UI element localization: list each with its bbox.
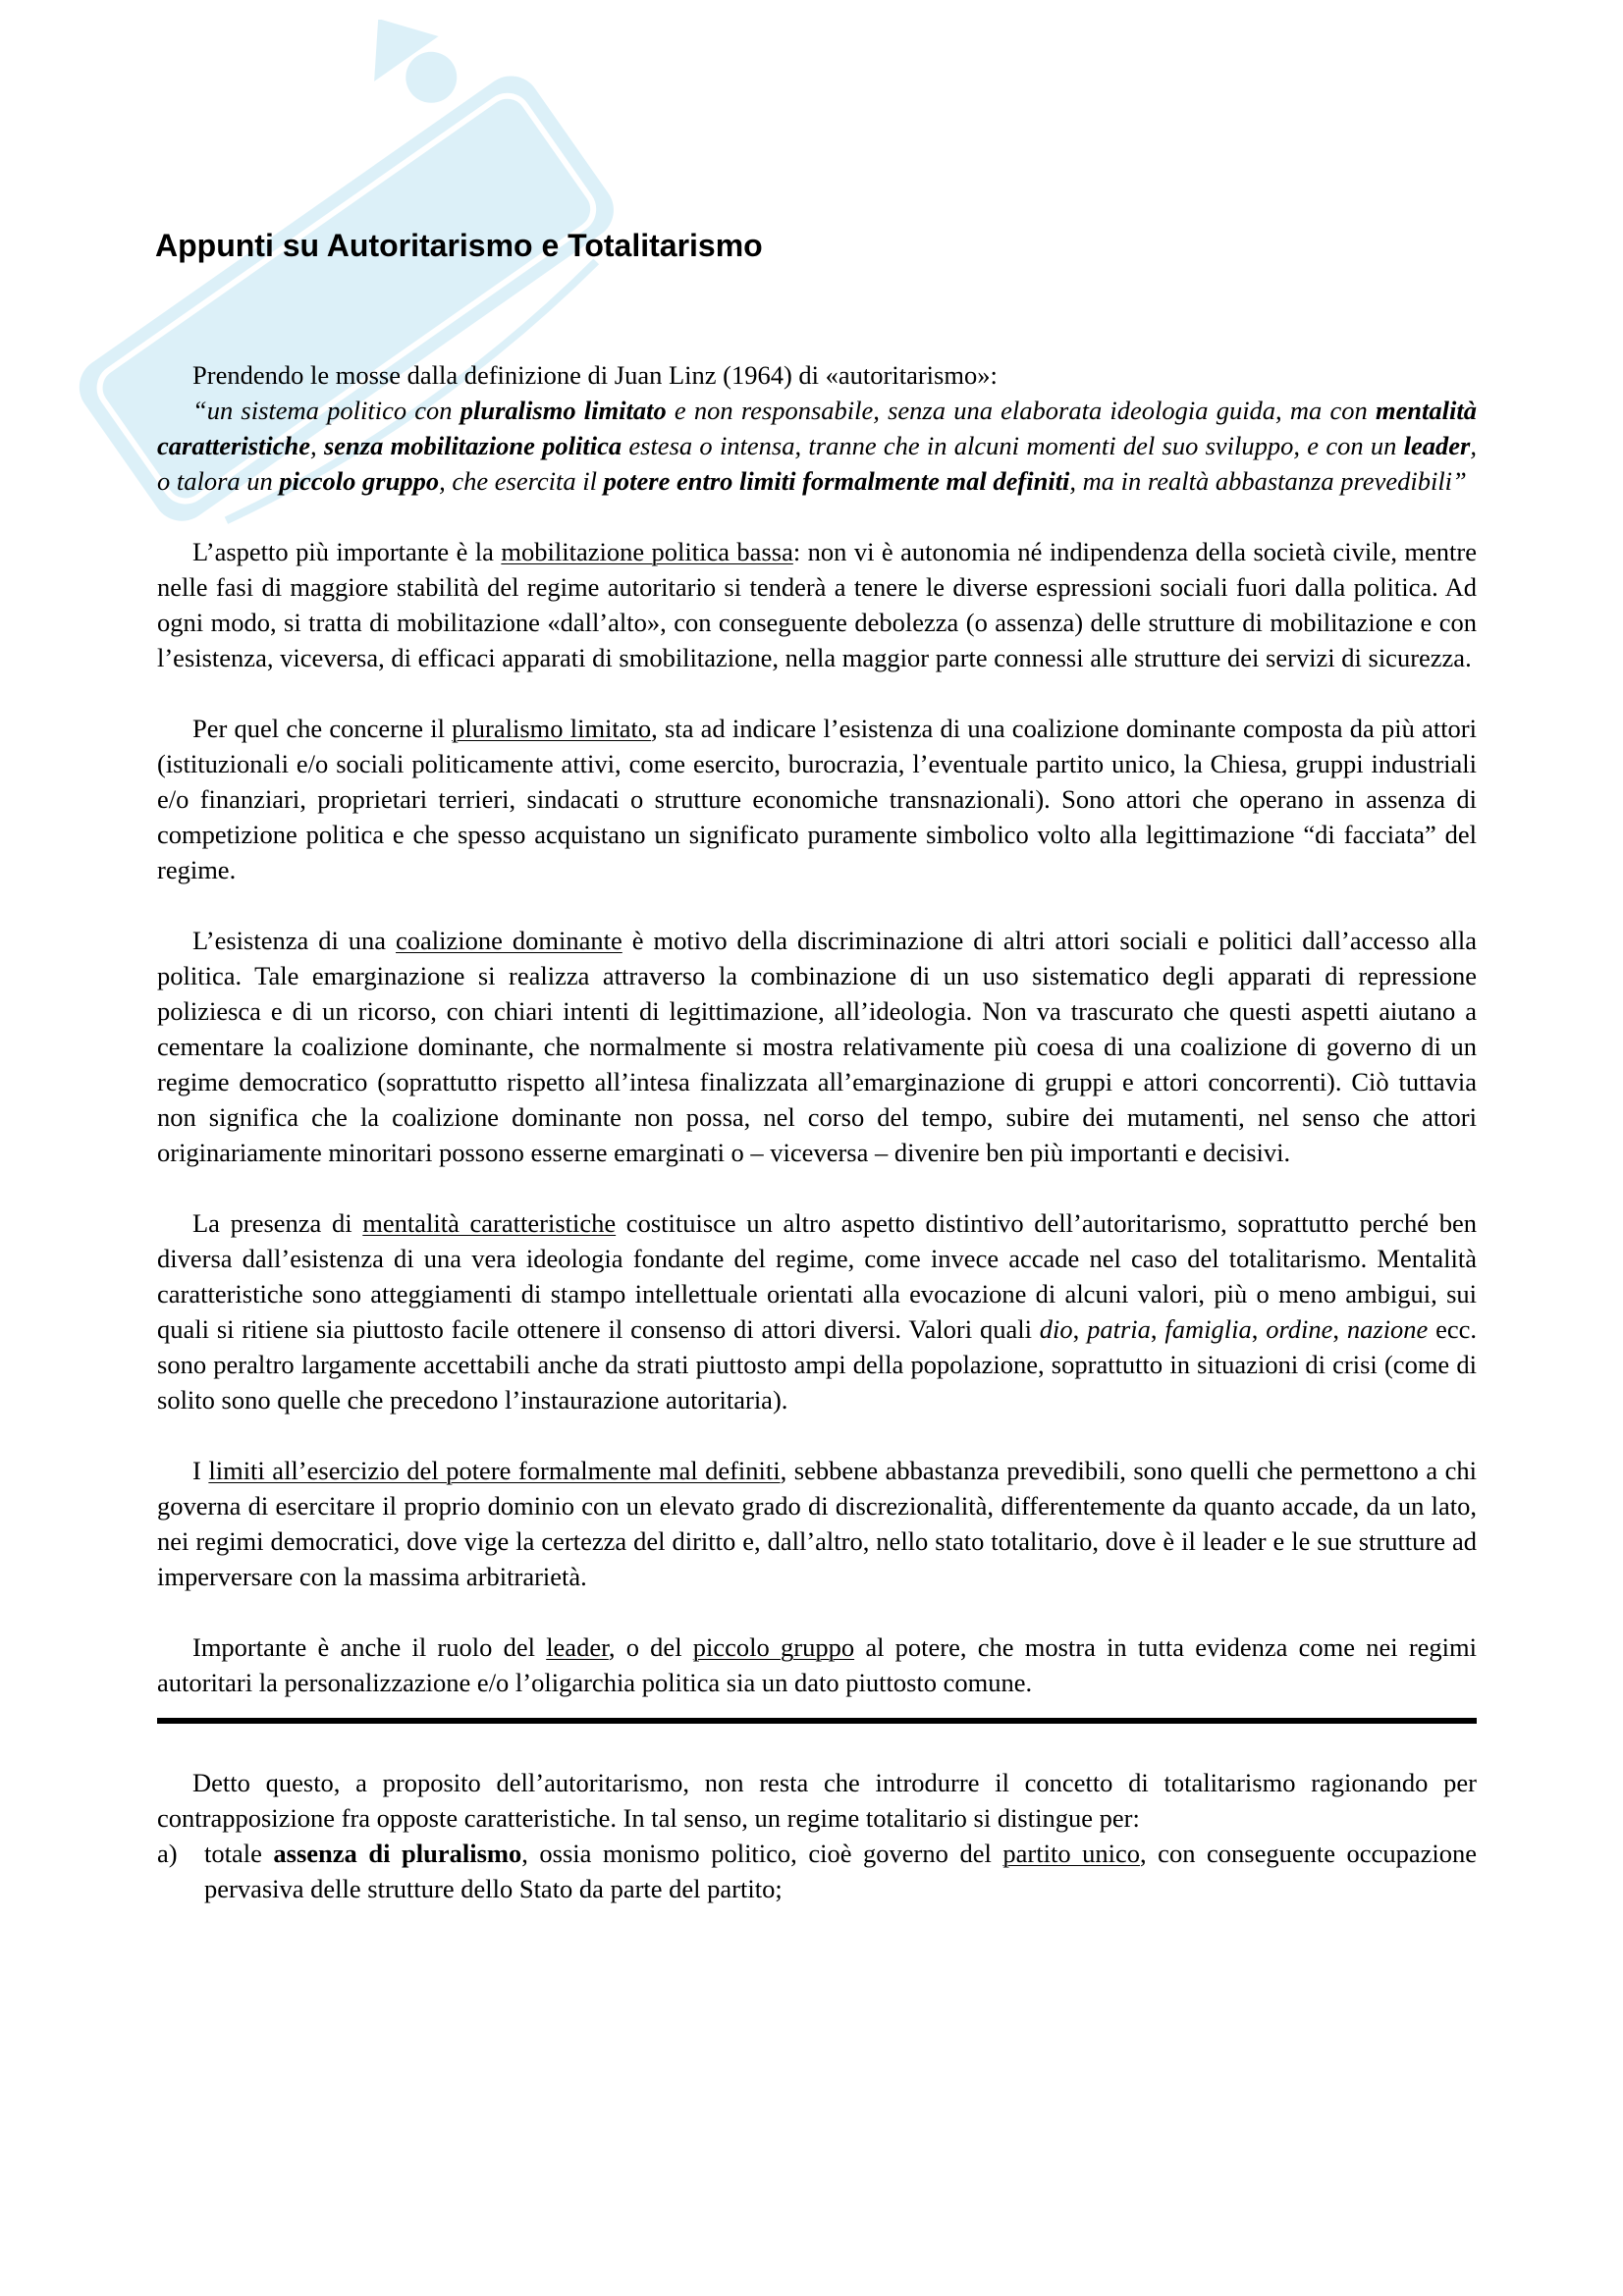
item-a-text-1: totale [204,1839,274,1868]
para3-text-2: è motivo della discriminazione di altri attori sociali e politici dall’accesso alla politica. Tale emarginazione si realizza attraverso la combinazione di un uso sistematico degli apparati di repressione poliziesca e di un ricorso, con chiari intenti di legittimazione, all’ideologia. Non va trascurato che questi aspetti aiutano a cementare la coalizione dominante, che normalmente si mostra relativamente più coesa di una coalizione di governo di un regime democratico (soprattutto rispetto all’intesa finalizzata all’emarginazione di gruppi e attori concorrenti). Ciò tuttavia non significa che la coalizione dominante non possa, nel corso del tempo, subire dei mutamenti, nel senso che attori originariamente minoritari possono esserne emarginati o – viceversa – divenire ben più importanti e decisivi. [157,926,1478,1167]
para5-underlined-term: limiti all’esercizio del potere formalmente mal definiti [208,1456,781,1485]
para4-text-5: , [1251,1314,1267,1344]
page-title: Appunti su Autoritarismo e Totalitarismo [155,228,763,263]
para1-text-2: : non vi è autonomia né indipendenza della società civile, mentre nelle fasi di maggiore stabilità del regime autoritario si tenderà a tenere le diverse espressioni sociali fuori dalla politica. Ad ogni modo, si tratta di mobilitazione «dall’alto», con conseguente debolezza (o assenza) delle strutture di mobilitazione e con l’esistenza, viceversa, di efficaci apparati di smobilitazione, nella maggior parte connessi alle strutture dei servizi di sicurezza. [157,537,1477,672]
section-divider [157,1718,1477,1724]
list-item [157,1836,1477,1906]
quote-bold-potere: potere entro limiti formalmente mal definiti [603,466,1070,496]
quote-text-4: estesa o intensa, tranne che in alcuni momenti del suo sviluppo, e con un [622,431,1404,460]
para2-text-2: , sta ad indicare l’esistenza di una coalizione dominante composta da più attori (istituzionali e/o sociali politicamente attivi, come esercito, burocrazia, l’eventuale partito unico, la Chiesa, gruppi industriali e/o finanziari, proprietari terrieri, sindacati o strutture economiche transnazionali). Sono attori che operano in assenza di competizione politica e che spesso acquistano un significato puramente simbolico volto alla legittimazione “di facciata” del regime. [157,714,1477,884]
para3-underlined-term: coalizione dominante [396,926,622,955]
para3-text-1: L’esistenza di una [192,926,397,955]
para4-italic-famiglia: famiglia [1164,1314,1252,1344]
item-a-text-3: , con conseguente occupazione pervasiva delle strutture dello Stato da parte del partito; [204,1839,1477,1903]
paragraph-totalitarismo-intro: Detto questo, a proposito dell’autoritarismo, non resta che introdurre il concetto di totalitarismo ragionando per contrapposizione fra opposte caratteristiche. In tal senso, un regime totalitario si distingue per: [157,1768,1477,1833]
paragraph-leader [157,1629,1477,1700]
para4-italic-dio: dio [1039,1314,1073,1344]
paragraph-coalizione [157,923,1477,1170]
totalitarian-features-list [157,1836,1477,1906]
para4-italic-patria: patria [1087,1314,1151,1344]
para4-italic-nazione: nazione [1346,1314,1429,1344]
para4-underlined-term: mentalità caratteristiche [362,1208,617,1238]
para4-text-4: , [1150,1314,1165,1344]
paragraph-limiti [157,1453,1477,1594]
quote-bold-mobilitazione: senza mobilitazione politica [323,431,622,460]
quote-text-2: e non responsabile, senza una elaborata ideologia guida, ma con [666,396,1376,425]
quote-text-1: “un sistema politico con [192,396,460,425]
paragraph-mobilitazione [157,534,1477,675]
para4-text-2: costituisce un altro aspetto distintivo dell’autoritarismo, soprattutto perché ben diversa dall’esistenza di una vera ideologia fondante del regime, come invece accade nel caso del totalitarismo. Mentalità caratteristiche sono atteggiamenti di stampo intellettuale orientati alla evocazione di alcuni valori, più o meno ambigui, sui quali si ritiene sia piuttosto facile ottenere il consenso di attori diversi. Valori quali [157,1208,1477,1344]
quote-bold-pluralismo: pluralismo limitato [460,396,667,425]
quote-bold-mentalita: mentalità caratteristiche [157,396,1478,460]
linz-definition-quote [157,393,1477,499]
quote-text-6: , che esercita il [439,466,604,496]
para2-underlined-term: pluralismo limitato [452,714,652,743]
para4-italic-ordine: ordine [1266,1314,1333,1344]
para5-text-1: I [192,1456,209,1485]
para4-text-7: ecc. sono peraltro largamente accettabili anche da strati piuttosto ampi della popolazione, soprattutto in situazioni di crisi (come di solito sono quelle che precedono l’instaurazione autoritaria). [157,1314,1478,1415]
quote-text-3: , [310,431,324,460]
quote-bold-leader: leader [1403,431,1471,460]
item-a-text-2: , ossia monismo politico, cioè governo del [521,1839,1003,1868]
para5-text-2: , sebbene abbastanza prevedibili, sono quelli che permettono a chi governa di esercitare il proprio dominio con un elevato grado di discrezionalità, differentemente da quanto accade, da un lato, nei regimi democratici, dove vige la certezza del diritto e, dall’altro, nello stato totalitario, dove è il leader e le sue strutture ad imperversare con la massima arbitrarietà. [157,1456,1477,1591]
item-a-underlined-term: partito unico [1002,1839,1140,1868]
para4-text-3: , [1072,1314,1088,1344]
para4-text-1: La presenza di [192,1208,363,1238]
item-a-bold-term: assenza di pluralismo [273,1839,522,1868]
list-marker: a) [157,1839,178,1868]
document-body [157,226,1477,1906]
quote-text-7: , ma in realtà abbastanza prevedibili” [1069,466,1467,496]
para6-text-2: , o del [608,1632,693,1662]
quote-bold-piccolo-gruppo: piccolo gruppo [279,466,440,496]
quote-text-5: , o talora un [157,431,1477,496]
para6-text-1: Importante è anche il ruolo del [192,1632,547,1662]
para6-underlined-leader: leader [546,1632,609,1662]
para1-text-1: L’aspetto più importante è la [192,537,502,566]
para4-text-6: , [1332,1314,1347,1344]
para6-text-3: al potere, che mostra in tutta evidenza come nei regimi autoritari la personalizzazione e/o l’oligarchia politica sia un dato piuttosto comune. [157,1632,1477,1697]
paragraph-pluralismo [157,711,1477,887]
para1-underlined-term: mobilitazione politica bassa [501,537,793,566]
intro-paragraph: Prendendo le mosse dalla definizione di Juan Linz (1964) di «autoritarismo»: [192,360,998,390]
para6-underlined-piccolo-gruppo: piccolo gruppo [692,1632,855,1662]
para2-text-1: Per quel che concerne il [192,714,453,743]
paragraph-mentalita [157,1205,1477,1417]
